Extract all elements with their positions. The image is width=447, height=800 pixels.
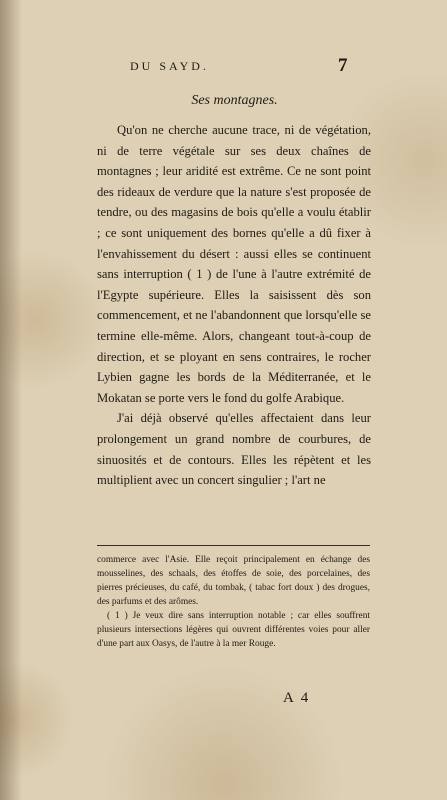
footnote-continuation: commerce avec l'Asie. Elle reçoit principalement en échange des mousselines, des schaals, des étoffes de soie, des porcelaines, des pierres précieuses, du café, du tombak, ( tabac fort doux ) des drogues, des parfums et des arômes.: [97, 555, 370, 607]
paragraph-1: Qu'on ne cherche aucune trace, ni de végétation, ni de terre végétale sur ses deux chaînes de montagnes ; leur aridité est extrême. Ce ne sont point des rideaux de verdure que la nature s'est proposée de tendre, ou des magasins de bois qu'elle a voulu établir ; ce sont uniquement des bornes qu'elle a dû fixer à l'envahissement du désert : aussi elles se continuent sans interruption ( 1 ) de l'une à l'autre extrémité de l'Egypte supérieure. Elles la saisissent dès son commencement, et ne l'abandonnent que lorsqu'elle se termine elle-même. Alors, changeant tout-à-coup de direction, et se ployant en sens contraires, le rocher Lybien gagne les bords de la Méditerranée, et le Mokatan se porte vers le fond du golfe Arabique.: [97, 123, 371, 405]
footnotes: [97, 553, 370, 651]
body-text: [97, 120, 371, 491]
signature-mark: A 4: [283, 690, 311, 706]
paragraph-2: J'ai déjà observé qu'elles affectaient dans leur prolongement un grand nombre de courbures, de sinuosités et de contours. Elles les répètent et les multiplient avec un concert singulier ; l'art ne: [97, 411, 371, 488]
page-header: [0, 55, 447, 78]
binding-shadow: [0, 0, 22, 800]
page-number: 7: [338, 55, 348, 76]
footnote-divider: [97, 545, 370, 546]
section-title: Ses montagnes.: [191, 93, 278, 108]
running-head: DU SAYD.: [130, 59, 209, 73]
footnote-1: ( 1 ) Je veux dire sans interruption notable ; car elles souffrent plusieurs intersections légères qui ouvrent différentes voies pour aller d'une part aux Oasys, de l'autre à la mer Rouge.: [97, 611, 370, 649]
